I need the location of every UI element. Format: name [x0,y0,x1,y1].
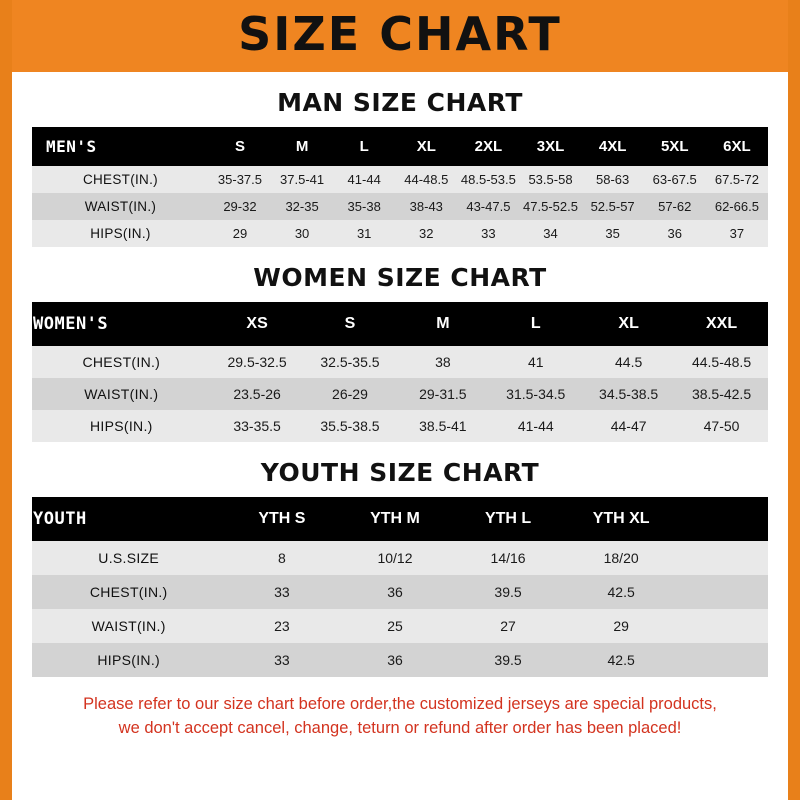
notice-line-2: we don't accept cancel, change, teturn or refund after order has been placed! [118,718,682,737]
youth-corner-label: YOUTH [32,497,225,541]
men-col-3: L [333,127,395,166]
men-col-6: 3XL [519,127,581,166]
page-title: SIZE CHART [238,7,562,61]
youth-table-body [32,541,768,677]
men-hips-4: 32 [419,226,434,241]
men-chest-8: 63-67.5 [652,172,697,187]
table-row [32,410,768,442]
men-col-2: M [271,127,333,166]
men-col-9: 6XL [706,127,768,166]
women-section [12,263,788,442]
women-col-3: M [396,302,489,346]
table-row [32,166,768,193]
women-table-head [32,302,768,346]
table-row [32,643,768,677]
women-chest-5: 44.5 [615,354,643,370]
men-hips-5: 33 [481,226,496,241]
youth-section [12,458,788,677]
youth-chest-4: 42.5 [607,584,635,600]
youth-ussize-2: 10/12 [377,550,413,566]
women-chest-6: 44.5-48.5 [691,354,752,370]
men-col-1: S [209,127,271,166]
women-chest-3: 38 [435,354,451,370]
women-section-title: WOMEN SIZE CHART [253,263,547,292]
women-col-4: L [489,302,582,346]
youth-hips-3: 39.5 [494,652,522,668]
men-waist-4: 38-43 [409,199,443,214]
men-chest-5: 48.5-53.5 [460,172,516,187]
men-hips-6: 34 [543,226,558,241]
men-col-7: 4XL [582,127,644,166]
women-hips-4: 41-44 [517,418,554,434]
youth-spacer-cell [678,575,768,609]
men-hips-8: 36 [667,226,682,241]
youth-waist-1: 23 [274,618,290,634]
men-hips-2: 30 [294,226,310,241]
men-chest-7: 58-63 [595,172,630,187]
women-hips-5: 44-47 [610,418,647,434]
men-section-title: MAN SIZE CHART [277,88,523,117]
notice-line-1: Please refer to our size chart before order,the customized jerseys are special products, [83,695,717,713]
table-row [32,609,768,643]
women-corner-label: WOMEN'S [32,302,211,346]
men-chest-1: 35-37.5 [217,172,262,187]
women-chest-4: 41 [527,354,544,370]
table-header-row [32,302,768,346]
men-table-head [32,127,768,166]
women-col-6: XXL [675,302,768,346]
youth-hips-2: 36 [387,652,403,668]
women-hips-3: 38.5-41 [419,418,467,434]
men-waist-9: 62-66.5 [714,199,759,214]
men-corner-label: MEN'S [32,127,209,166]
women-col-5: XL [582,302,675,346]
youth-ussize-4: 18/20 [603,550,639,566]
women-hips-2: 35.5-38.5 [320,418,380,434]
men-size-table [32,127,768,247]
women-waist-4: 31.5-34.5 [506,386,566,402]
table-row [32,575,768,609]
banner [12,0,788,72]
table-row [32,378,768,410]
youth-spacer-cell [678,643,768,677]
men-section [12,88,788,247]
youth-col-spacer [678,497,768,541]
order-notice [12,693,788,741]
men-row-label-waist: WAIST(IN.) [84,199,157,214]
men-waist-5: 43-47.5 [466,199,511,214]
youth-row-label-chest: CHEST(IN.) [89,584,168,600]
men-waist-6: 47.5-52.5 [523,199,578,214]
youth-col-3: YTH L [452,497,565,541]
table-row [32,541,768,575]
table-row [32,220,768,247]
table-row [32,346,768,378]
youth-size-table [32,497,768,677]
youth-row-label-ussize: U.S.SIZE [98,550,160,566]
women-size-table [32,302,768,442]
youth-section-title: YOUTH SIZE CHART [260,458,540,487]
table-header-row [32,497,768,541]
table-row [32,193,768,220]
men-chest-6: 53.5-58 [528,172,573,187]
women-row-label-hips: HIPS(IN.) [90,418,153,434]
youth-col-2: YTH M [338,497,451,541]
men-hips-1: 29 [232,226,248,241]
women-row-label-chest: CHEST(IN.) [82,354,161,370]
women-col-1: XS [211,302,304,346]
youth-col-1: YTH S [225,497,338,541]
youth-spacer-cell [678,541,768,575]
men-col-5: 2XL [457,127,519,166]
men-chest-9: 67.5-72 [714,172,759,187]
men-hips-3: 31 [356,226,372,241]
youth-waist-2: 25 [387,618,403,634]
youth-waist-3: 27 [500,618,516,634]
men-row-label-hips: HIPS(IN.) [90,226,151,241]
youth-ussize-3: 14/16 [490,550,526,566]
youth-row-label-waist: WAIST(IN.) [91,618,166,634]
men-hips-7: 35 [605,226,620,241]
men-chest-3: 41-44 [347,172,381,187]
youth-hips-1: 33 [274,652,290,668]
youth-row-label-hips: HIPS(IN.) [97,652,160,668]
women-col-2: S [304,302,397,346]
women-hips-6: 47-50 [703,418,740,434]
youth-hips-4: 42.5 [607,652,635,668]
women-waist-2: 26-29 [332,386,368,402]
youth-ussize-1: 8 [278,550,286,566]
women-chest-1: 29.5-32.5 [227,354,287,370]
women-row-label-waist: WAIST(IN.) [84,386,159,402]
youth-chest-1: 33 [274,584,290,600]
youth-col-4: YTH XL [565,497,678,541]
women-waist-3: 29-31.5 [419,386,467,402]
women-waist-5: 34.5-38.5 [599,386,659,402]
men-row-label-chest: CHEST(IN.) [82,172,158,187]
youth-table-head [32,497,768,541]
men-waist-7: 52.5-57 [590,199,635,214]
men-waist-2: 32-35 [285,199,319,214]
men-waist-1: 29-32 [223,199,257,214]
youth-waist-4: 29 [613,618,629,634]
men-table-body [32,166,768,247]
men-col-8: 5XL [644,127,706,166]
men-waist-3: 35-38 [347,199,381,214]
women-table-body [32,346,768,442]
men-col-4: XL [395,127,457,166]
men-chest-4: 44-48.5 [404,172,449,187]
table-header-row [32,127,768,166]
youth-chest-3: 39.5 [494,584,522,600]
women-waist-1: 23.5-26 [233,386,281,402]
men-waist-8: 57-62 [658,199,692,214]
youth-spacer-cell [678,609,768,643]
women-chest-2: 32.5-35.5 [320,354,380,370]
women-waist-6: 38.5-42.5 [691,386,752,402]
men-chest-2: 37.5-41 [280,172,325,187]
youth-chest-2: 36 [387,584,403,600]
women-hips-1: 33-35.5 [233,418,281,434]
men-hips-9: 37 [729,226,745,241]
